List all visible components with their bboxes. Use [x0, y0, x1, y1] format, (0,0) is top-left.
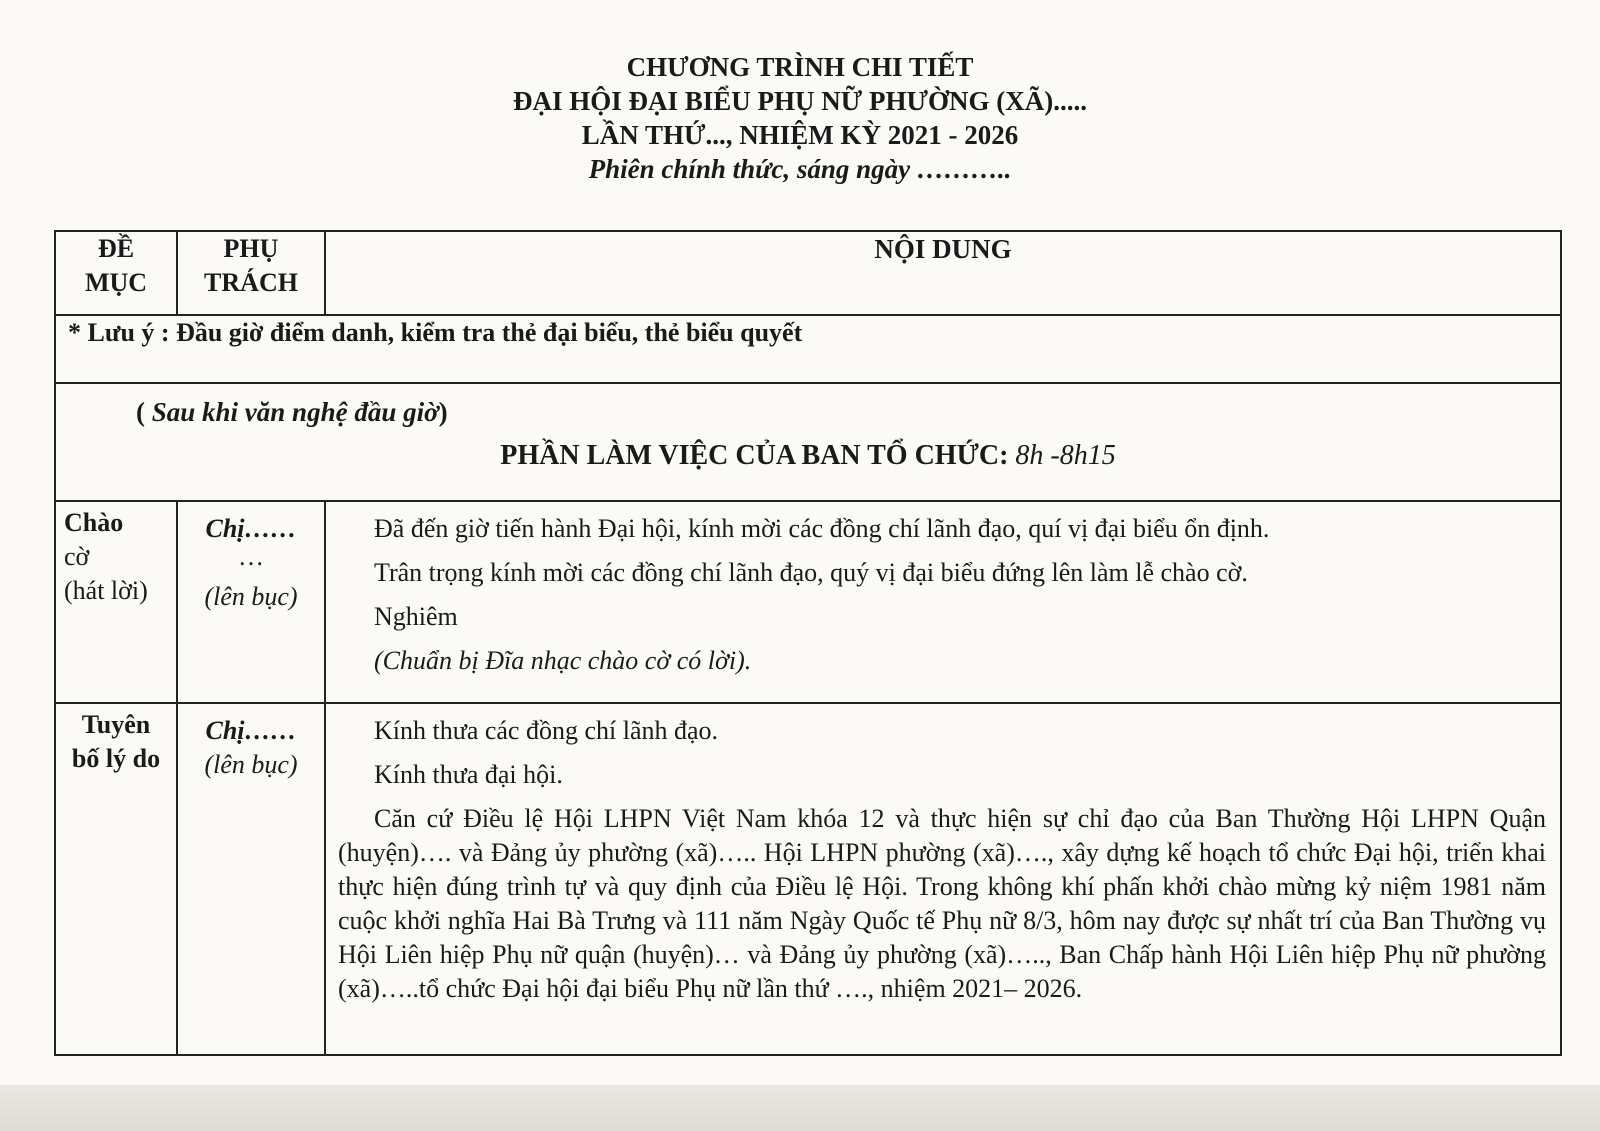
item-label-line1: Tuyên	[81, 710, 151, 739]
item-label	[55, 501, 177, 703]
item-label-line2: cờ	[64, 542, 90, 571]
section-pre-text: Sau khi văn nghệ đầu giờ	[151, 397, 439, 427]
responsible-name: Chị……	[205, 514, 297, 543]
item-label-line1: Chào	[64, 508, 124, 537]
col-header-responsible	[177, 231, 325, 315]
section-pre-close: )	[438, 397, 448, 427]
section-precondition	[68, 392, 1548, 432]
header-title: CHƯƠNG TRÌNH CHI TIẾT	[626, 52, 974, 82]
col-header-item-line2: MỤC	[84, 268, 148, 297]
responsible-name: Chị……	[205, 716, 297, 745]
content-cell	[325, 501, 1561, 703]
header-term: LẦN THỨ..., NHIỆM KỲ 2021 - 2026	[581, 120, 1019, 150]
content-cell	[325, 703, 1561, 1055]
section-cell	[55, 383, 1561, 501]
item-label	[55, 703, 177, 1055]
item-label-line2: bố lý do	[71, 744, 161, 773]
content-paragraph: Kính thưa đại hội.	[374, 760, 563, 789]
scan-bottom-edge	[0, 1085, 1600, 1131]
table-row	[55, 703, 1561, 1055]
responsible-cell	[177, 501, 325, 703]
responsible-role: (lên bục)	[204, 750, 298, 779]
section-pre-open: (	[136, 397, 152, 427]
content-paragraph: Đã đến giờ tiến hành Đại hội, kính mời các đồng chí lãnh đạo, quí vị đại biểu ổn định.	[374, 514, 1270, 543]
content-paragraph: Kính thưa các đồng chí lãnh đạo.	[374, 716, 719, 745]
section-title	[68, 434, 1548, 478]
content-paragraph: Căn cứ Điều lệ Hội LHPN Việt Nam khóa 12 và thực hiện sự chỉ đạo của Ban Thường Hội LHPN Quận (huyện)…. và Đảng ủy phường (xã)….. Hội LHPN phường (xã)…., xây dựng kế hoạch tổ chức Đại hội, triển khai thực hiện đúng trình tự và quy định của Điều lệ Hội. Trong không khí phấn khởi chào mừng kỷ niệm 1981 năm cuộc khởi nghĩa Hai Bà Trưng và 111 năm Ngày Quốc tế Phụ nữ 8/3, hôm nay được sự nhất trí của Ban Thường vụ Hội Liên hiệp Phụ nữ quận (huyện)… và Đảng ủy phường (xã)….., Ban Chấp hành Hội Liên hiệp Phụ nữ phường (xã)…..tổ chức Đại hội đại biểu Phụ nữ lần thứ …., nhiệm 2021– 2026.	[338, 804, 1546, 1003]
responsible-dots: …	[238, 542, 264, 571]
col-header-responsible-line2: TRÁCH	[204, 268, 298, 297]
document-header	[0, 50, 1600, 186]
col-header-item-line1: ĐỀ	[97, 234, 135, 263]
responsible-cell	[177, 703, 325, 1055]
section-time: 8h -8h15	[1015, 440, 1116, 471]
col-header-content: NỘI DUNG	[325, 231, 1561, 315]
col-header-item	[55, 231, 177, 315]
table-header-row	[55, 231, 1561, 315]
header-congress: ĐẠI HỘI ĐẠI BIỂU PHỤ NỮ PHƯỜNG (XÃ).....	[513, 86, 1087, 116]
note-text: * Lưu ý : Đầu giờ điểm danh, kiểm tra thẻ đại biểu, thẻ biểu quyết	[55, 315, 1561, 383]
header-session: Phiên chính thức, sáng ngày ………..	[588, 154, 1012, 184]
content-note: (Chuẩn bị Đĩa nhạc chào cờ có lời).	[374, 646, 752, 675]
item-label-line3: (hát lời)	[64, 576, 148, 605]
section-row	[55, 383, 1561, 501]
col-header-responsible-line1: PHỤ	[223, 234, 279, 263]
program-table	[54, 230, 1562, 1056]
content-paragraph: Nghiêm	[374, 602, 458, 631]
responsible-role: (lên bục)	[204, 582, 298, 611]
table-row	[55, 501, 1561, 703]
section-title-text: PHẦN LÀM VIỆC CỦA BAN TỔ CHỨC:	[500, 440, 1016, 471]
content-paragraph: Trân trọng kính mời các đồng chí lãnh đạo, quý vị đại biểu đứng lên làm lễ chào cờ.	[374, 558, 1248, 587]
note-row	[55, 315, 1561, 383]
